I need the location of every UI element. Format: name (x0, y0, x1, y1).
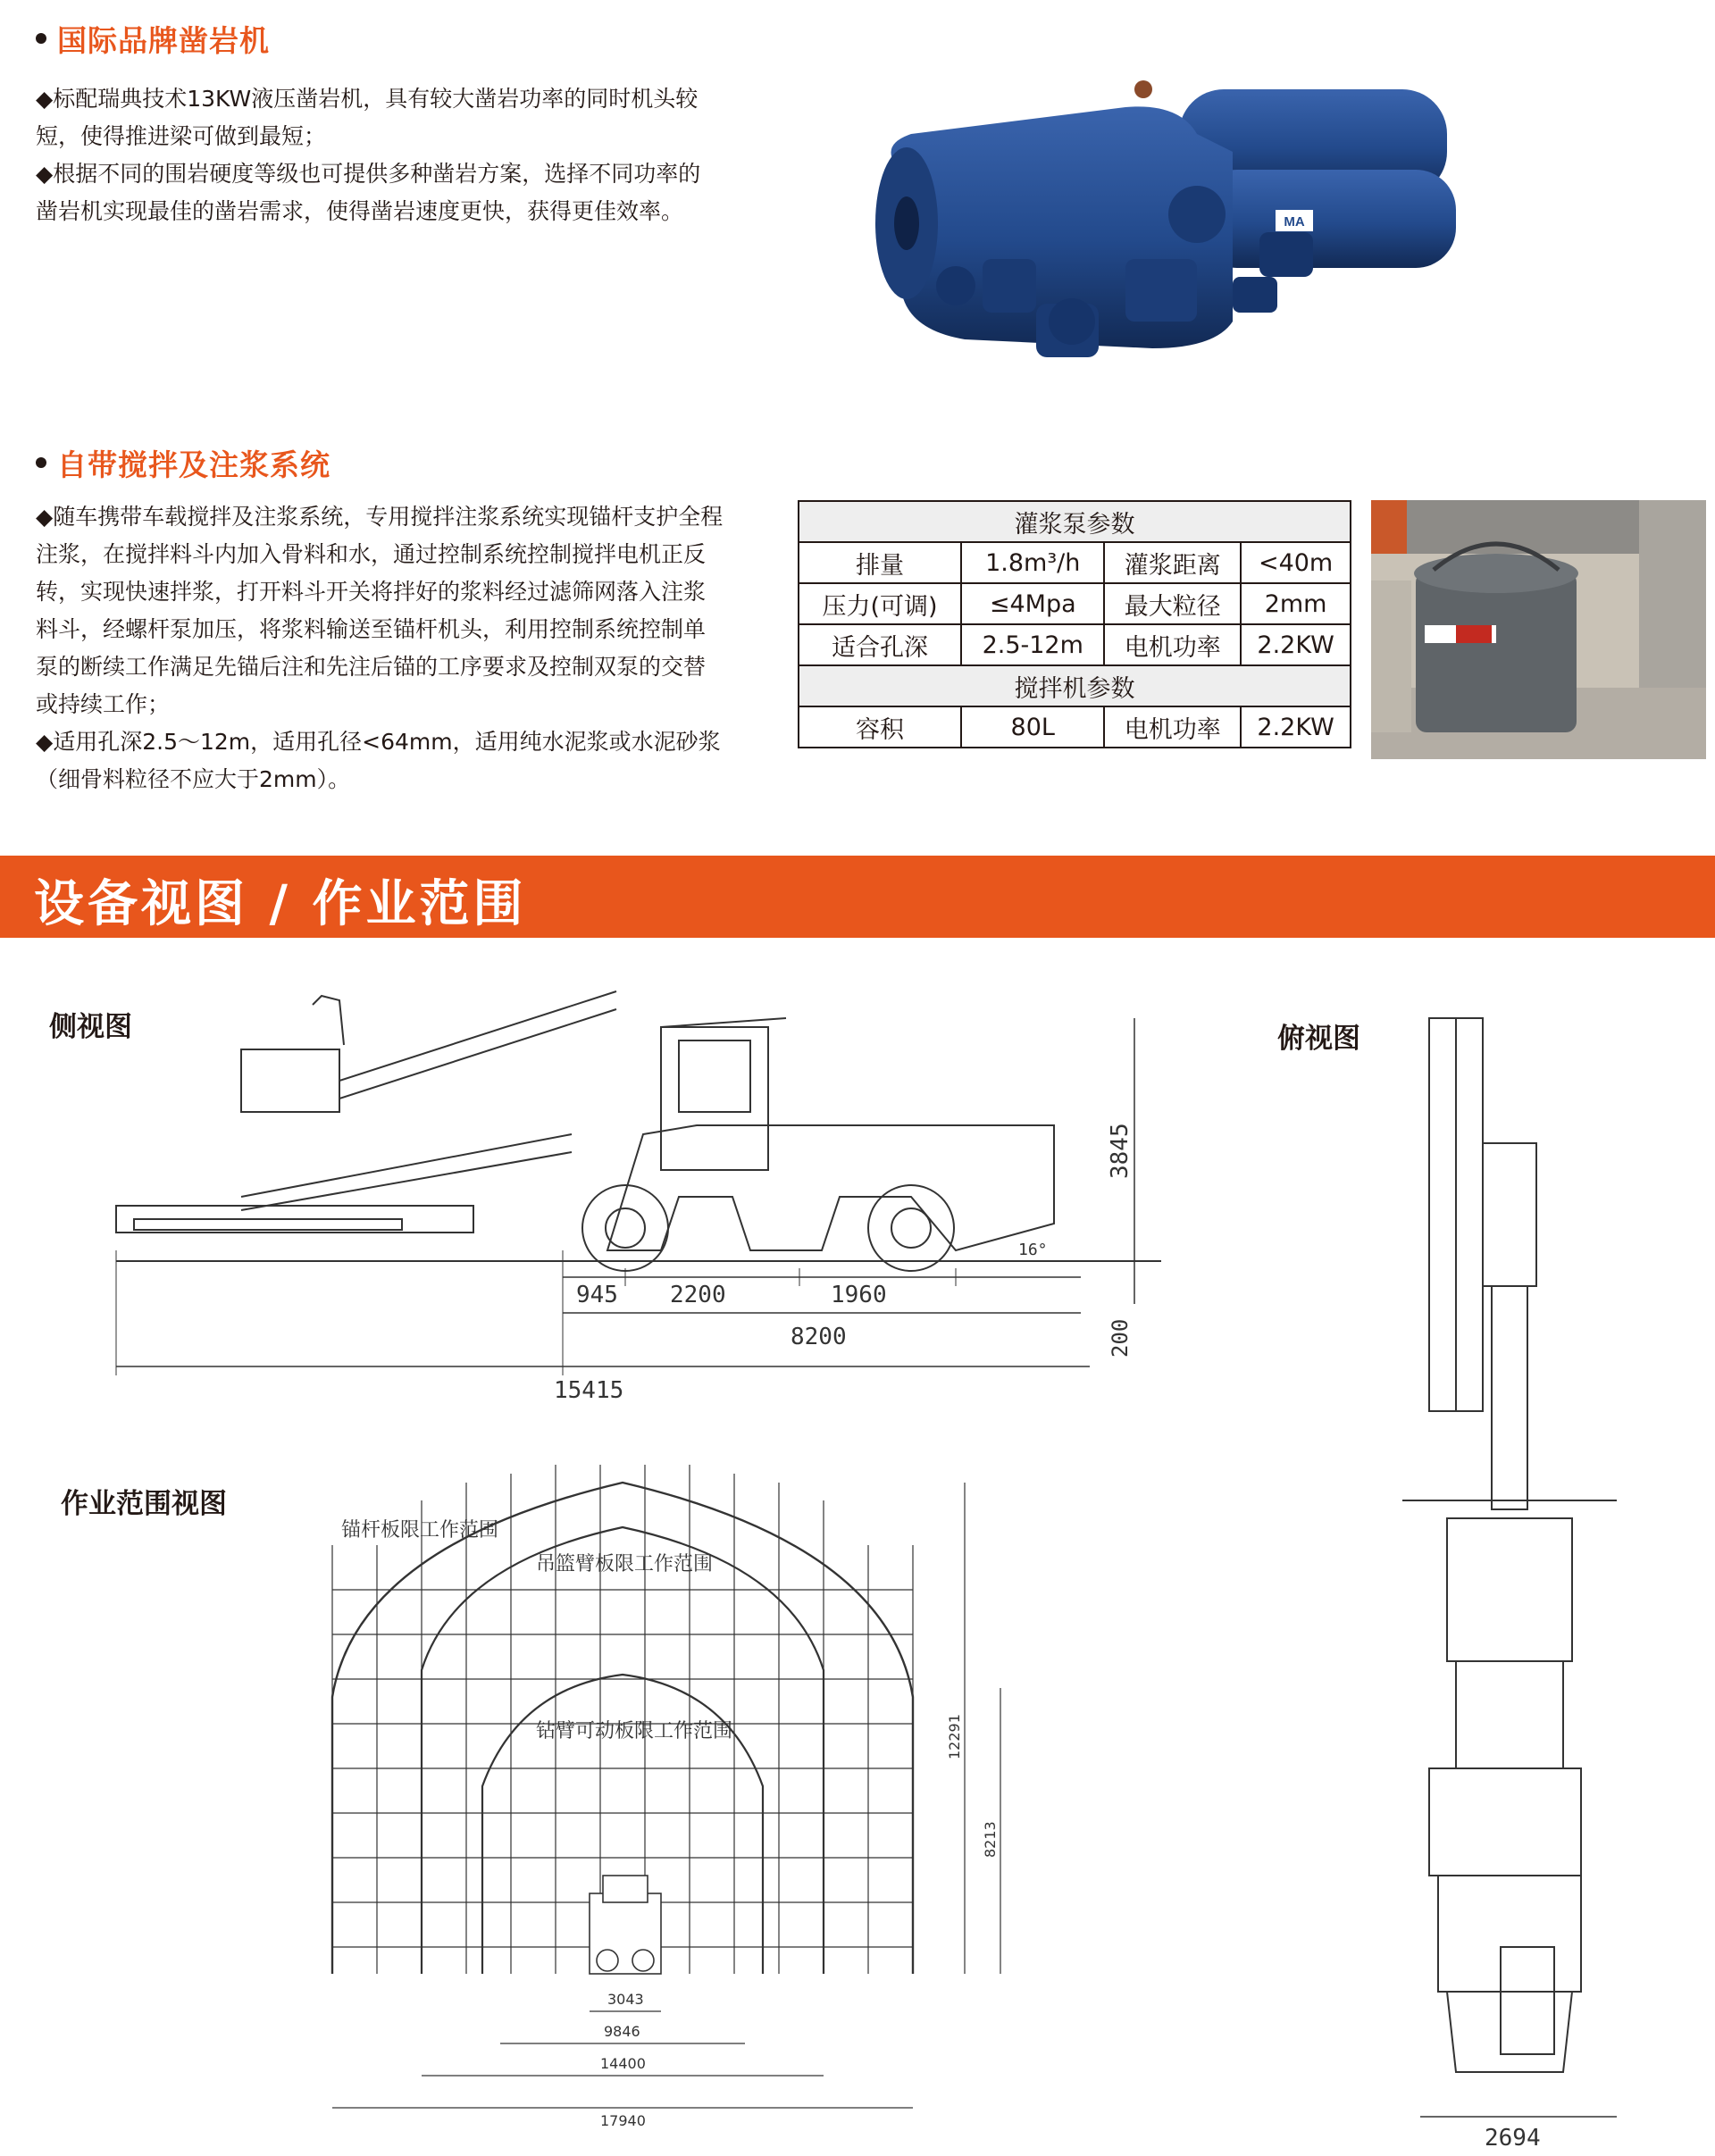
table-cell: 80L (961, 706, 1104, 748)
table-cell: 适合孔深 (799, 624, 961, 665)
dim-h2: 8213 (982, 1821, 999, 1858)
mixer-header: 搅拌机参数 (799, 665, 1351, 706)
section2-bullet (36, 457, 46, 468)
section2-line: 注浆，在搅拌料斗内加入骨料和水，通过控制系统控制搅拌电机正反 (36, 541, 707, 567)
banner-title: 设备视图 / 作业范围 (34, 875, 527, 933)
section2-line: ◆适用孔深2.5～12m，适用孔径<64mm，适用纯水泥浆或水泥砂浆 (36, 729, 721, 755)
table-cell: 电机功率 (1104, 706, 1241, 748)
top-view-label: 俯视图 (1277, 1023, 1360, 1055)
section2-line: 料斗，经螺杆泵加压，将浆料输送至锚杆机头，利用控制系统控制单 (36, 616, 707, 642)
dim-h1: 12291 (946, 1714, 963, 1759)
work-range-drawing (322, 1465, 1179, 2152)
work-range-label: 作业范围视图 (61, 1488, 227, 1520)
section2-line: 或持续工作； (36, 691, 171, 717)
ma-badge: MA (1284, 214, 1305, 230)
dim-w4: 17940 (600, 2112, 646, 2129)
table-cell: 容积 (799, 706, 961, 748)
section2-title: 自带搅拌及注浆系统 (57, 447, 330, 482)
dim-height: 3845 (1107, 1123, 1134, 1179)
zone1-label: 锚杆板限工作范围 (341, 1519, 499, 1542)
table-row (799, 624, 1351, 665)
section1-paragraph (36, 80, 700, 230)
section2-paragraph (36, 498, 723, 798)
dim-angle: 16° (1018, 1241, 1048, 1259)
section1-line: 短，使得推进梁可做到最短； (36, 123, 327, 149)
table-cell: 2.2KW (1241, 624, 1351, 665)
table-cell: 压力(可调) (799, 583, 961, 624)
dim-total-length: 15415 (554, 1377, 624, 1404)
zone3-label: 钻臂可动板限工作范围 (536, 1720, 733, 1742)
dim-seg2: 2200 (670, 1282, 726, 1308)
table-row (799, 706, 1351, 748)
zone2-label: 吊篮臂板限工作范围 (536, 1553, 714, 1575)
dim-w2: 9846 (604, 2023, 640, 2040)
table-cell: 排量 (799, 542, 961, 583)
table-cell: 2mm (1241, 583, 1351, 624)
mixer-photo (1371, 500, 1706, 759)
section1-line: 凿岩机实现最佳的凿岩需求，使得凿岩速度更快，获得更佳效率。 (36, 198, 684, 224)
rock-drill-image (858, 54, 1501, 393)
table-cell: 1.8m³/h (961, 542, 1104, 583)
table-cell: 2.5-12m (961, 624, 1104, 665)
section1-line: ◆根据不同的围岩硬度等级也可提供多种凿岩方案，选择不同功率的 (36, 161, 701, 187)
section2-line: 转，实现快速拌浆，打开料斗开关将拌好的浆料经过滤筛网落入注浆 (36, 579, 707, 605)
dim-seg1: 945 (576, 1282, 618, 1308)
dim-width: 2694 (1485, 2125, 1541, 2152)
section1-line: ◆标配瑞典技术13KW液压凿岩机，具有较大凿岩功率的同时机头较 (36, 86, 699, 112)
table-cell: <40m (1241, 542, 1351, 583)
dim-w3: 14400 (600, 2055, 646, 2072)
pump-header: 灌浆泵参数 (799, 501, 1351, 542)
section2-line: ◆随车携带车载搅拌及注浆系统，专用搅拌注浆系统实现锚杆支护全程 (36, 504, 724, 530)
side-view-drawing (107, 982, 1179, 1429)
section2-line: 泵的断续工作满足先锚后注和先注后锚的工序要求及控制双泵的交替 (36, 654, 707, 680)
table-cell: 灌浆距离 (1104, 542, 1241, 583)
dim-ground: 200 (1108, 1318, 1133, 1358)
table-row (799, 583, 1351, 624)
section1-bullet (36, 33, 46, 44)
table-row (799, 542, 1351, 583)
grout-spec-table (798, 500, 1351, 748)
table-cell: 2.2KW (1241, 706, 1351, 748)
side-view-label: 侧视图 (49, 1011, 132, 1043)
dim-seg3: 1960 (831, 1282, 887, 1308)
section2-line: （细骨料粒径不应大于2mm）。 (36, 766, 351, 792)
top-view-drawing (1393, 1000, 1644, 2152)
dim-w1: 3043 (607, 1991, 644, 2008)
section1-title: 国际品牌凿岩机 (57, 23, 270, 58)
table-cell: 最大粒径 (1104, 583, 1241, 624)
dim-wheelbase: 8200 (791, 1324, 847, 1350)
table-cell: 电机功率 (1104, 624, 1241, 665)
table-cell: ≤4Mpa (961, 583, 1104, 624)
